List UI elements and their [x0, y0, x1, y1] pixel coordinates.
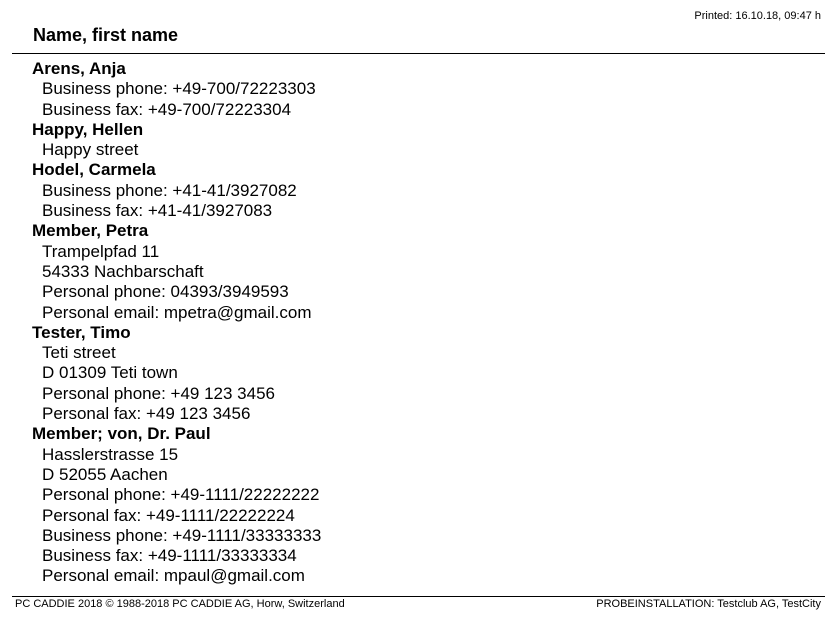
contact-name: Member; von, Dr. Paul	[32, 424, 211, 444]
column-header-title: Name, first name	[33, 25, 179, 45]
contact-detail: Happy street	[42, 140, 139, 160]
list-item	[32, 424, 816, 586]
contact-detail: Personal fax: +49 123 3456	[42, 404, 251, 424]
list-item	[32, 323, 816, 424]
contact-detail: Teti street	[42, 343, 116, 363]
contact-detail: Personal phone: +49 123 3456	[42, 383, 276, 403]
contact-detail: Business fax: +41-41/3927083	[42, 201, 273, 221]
contact-detail: D 01309 Teti town	[42, 363, 178, 383]
printed-timestamp: Printed: 16.10.18, 09:47 h	[694, 10, 821, 22]
list-item	[32, 120, 816, 161]
contact-detail: Business phone: +41-41/3927082	[42, 180, 297, 200]
contact-detail: Personal phone: +49-1111/22222222	[42, 485, 320, 505]
contact-detail: Business phone: +49-700/72223303	[42, 79, 316, 99]
list-item	[32, 160, 816, 221]
contact-name: Arens, Anja	[32, 59, 126, 78]
contact-name: Member, Petra	[32, 221, 149, 241]
contact-detail: Business phone: +49-1111/33333333	[42, 525, 322, 545]
contact-detail: Business fax: +49-1111/33333334	[42, 546, 297, 566]
contact-detail: Personal email: mpetra@gmail.com	[42, 302, 312, 322]
footer-divider	[12, 596, 825, 597]
contact-name: Tester, Timo	[32, 322, 131, 342]
contact-detail: Trampelpfad 11	[42, 241, 160, 261]
footer-copyright: PC CADDIE 2018 © 1988-2018 PC CADDIE AG, Horw, Switzerland	[15, 598, 345, 610]
contact-detail: Business fax: +49-700/72223304	[42, 99, 292, 119]
address-list	[32, 59, 816, 587]
contact-name: Hodel, Carmela	[32, 160, 156, 180]
contact-name: Happy, Hellen	[32, 119, 144, 139]
contact-detail: Personal phone: 04393/3949593	[42, 282, 289, 302]
contact-detail: D 52055 Aachen	[42, 464, 168, 484]
footer-installation: PROBEINSTALLATION: Testclub AG, TestCity	[596, 598, 821, 610]
list-item	[32, 221, 816, 322]
contact-detail: Personal email: mpaul@gmail.com	[42, 566, 305, 586]
contact-detail: Personal fax: +49-1111/22222224	[42, 505, 295, 525]
header-divider	[12, 53, 825, 54]
list-item	[32, 59, 816, 120]
contact-detail: 54333 Nachbarschaft	[42, 261, 204, 281]
contact-detail: Hasslerstrasse 15	[42, 444, 179, 464]
